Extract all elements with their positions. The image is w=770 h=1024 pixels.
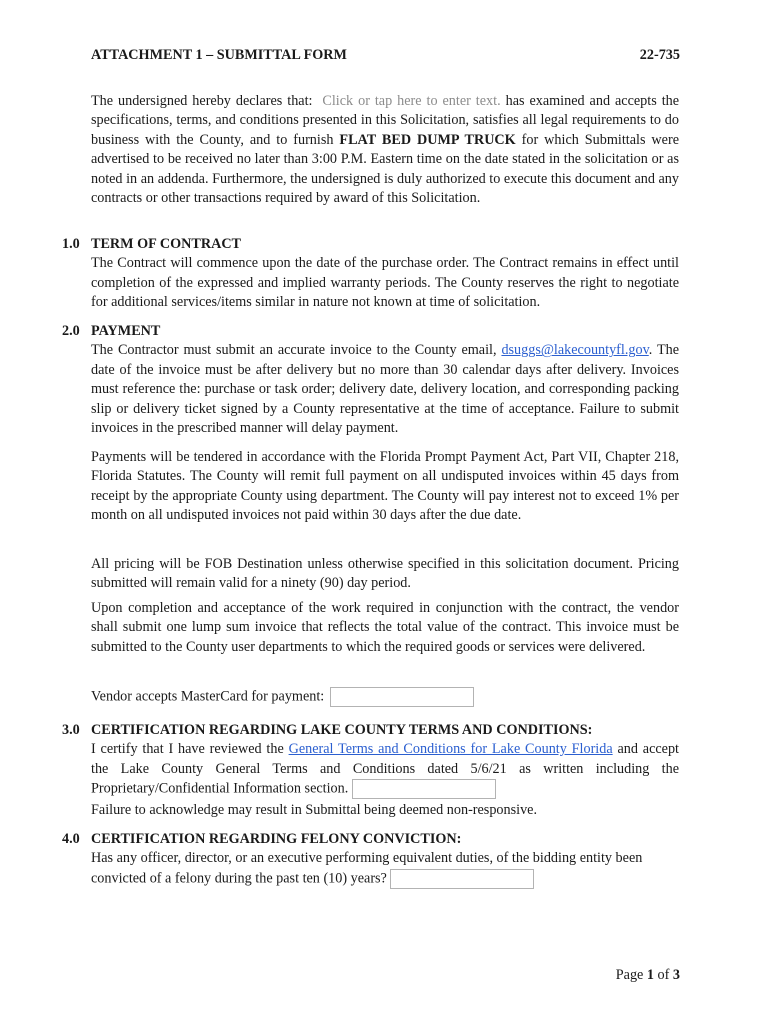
felony-question: Has any officer, director, or an executive performing equivalent duties, of the bidding entity been convicted of a felony during the past ten (10) years? — [91, 850, 643, 887]
section-4-number: 4.0 — [62, 831, 80, 847]
attachment-title: ATTACHMENT 1 – SUBMITTAL FORM — [91, 47, 347, 63]
intro-lead: The undersigned hereby declares that: — [91, 93, 313, 109]
terms-conditions-link[interactable]: General Terms and Conditions for Lake County Florida — [288, 741, 613, 758]
section-2-paragraph-1 — [91, 341, 679, 438]
section-1 — [91, 235, 679, 313]
section-1-number: 1.0 — [62, 236, 80, 252]
section-4 — [91, 830, 679, 889]
section-3-title: CERTIFICATION REGARDING LAKE COUNTY TERMS AND CONDITIONS: — [91, 722, 593, 738]
mastercard-input[interactable] — [330, 687, 474, 707]
section-3-paragraph-1 — [91, 740, 679, 799]
section-2 — [91, 322, 679, 438]
section-2-paragraph-4: Upon completion and acceptance of the work required in conjunction with the contract, the vendor shall submit one lump sum invoice that reflects the total value of the contract. This invoice must be submitted to the County user departments to which the required goods or services were delivered. — [91, 600, 679, 655]
section-3-number: 3.0 — [62, 722, 80, 738]
payment-text-a: The Contractor must submit an accurate invoice to the County email, — [91, 342, 497, 359]
mastercard-label: Vendor accepts MasterCard for payment: — [91, 688, 325, 705]
section-4-title: CERTIFICATION REGARDING FELONY CONVICTION: — [91, 831, 462, 847]
solicitation-number: 22-735 — [639, 47, 680, 63]
item-name: FLAT BED DUMP TRUCK — [339, 131, 516, 148]
certify-text-b: and accept the Lake County General Terms and Conditions dated 5/6/21 as written including the Proprietary/Confidential Information section. — [91, 741, 679, 797]
section-4-paragraph — [91, 849, 679, 888]
section-3-paragraph-2: Failure to acknowledge may result in Submittal being deemed non-responsive. — [91, 802, 538, 818]
section-2-paragraph-2: Payments will be tendered in accordance with the Florida Prompt Payment Act, Part VII, Chapter 218, Florida Statutes. The County will remit full payment on all undisputed invoices within 45 days from receipt by the appropriate County using department. The County will pay interest not to exceed 1% per month on all undisputed invoices not paid within 30 days after the due date. — [91, 449, 679, 524]
intro-text-b: for which Submittals were advertised to be received no later than 3:00 P.M. Eastern time on the date stated in the solicitation or as noted in an addenda. Furthermore, the undersigned is duly authorized to execute this document and any contracts or other transactions required by award of this Solicitation. — [91, 131, 679, 207]
section-2-title: PAYMENT — [91, 323, 161, 339]
certify-text-a: I certify that I have reviewed the — [91, 741, 284, 758]
page-total: 3 — [672, 967, 680, 983]
intro-text-a: has examined and accepts the specifications, terms, and conditions presented in this Solicitation, satisfies all legal requirements to do business with the County, and to furnish — [91, 93, 680, 148]
intro-paragraph — [91, 92, 679, 208]
section-2-paragraph-3: All pricing will be FOB Destination unless otherwise specified in this solicitation document. Pricing submitted will remain valid for a ninety (90) day period. — [91, 556, 679, 592]
section-2-number: 2.0 — [62, 323, 80, 339]
section-1-body: The Contract will commence upon the date of the purchase order. The Contract remains in effect until completion of the expressed and implied warranty periods. The County reserves the right to negotiate for additional services/items similar in nature not known at time of solicitation. — [91, 255, 679, 311]
felony-input[interactable] — [390, 869, 534, 889]
county-email-link[interactable]: dsuggs@lakecountyfl.gov — [501, 342, 649, 359]
section-1-title: TERM OF CONTRACT — [91, 236, 242, 252]
of-word: of — [657, 967, 670, 983]
section-3 — [91, 721, 679, 799]
payment-text-b: . The date of the invoice must be after delivery but no more than 30 calendar days after delivery. Invoices must reference the: purchase or task order; delivery date, delivery location, and corresponding packing slip or delivery ticket signed by a County representative at the time of acceptance. Failure to submit invoices in the prescribed manner will delay payment. — [91, 342, 679, 437]
page-current: 1 — [646, 967, 654, 983]
page-word: Page — [615, 967, 644, 983]
mastercard-row — [91, 687, 679, 707]
certify-input[interactable] — [352, 779, 496, 799]
name-entry-placeholder[interactable]: Click or tap here to enter text. — [322, 93, 501, 109]
page-footer — [616, 966, 680, 985]
